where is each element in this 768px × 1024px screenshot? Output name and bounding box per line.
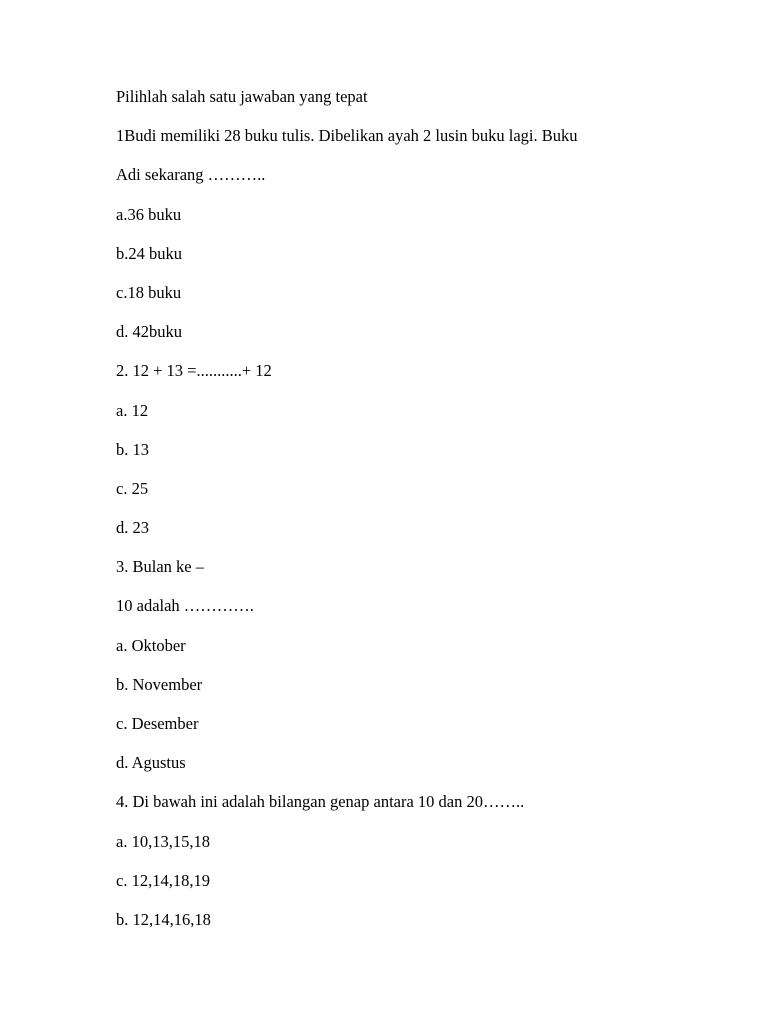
question-4-option-b: b. 12,14,16,18	[116, 909, 211, 929]
question-3-text: 3. Bulan ke –	[116, 557, 204, 577]
question-2-option-c: c. 25	[116, 478, 149, 498]
question-2-option-b: b. 13	[116, 439, 149, 459]
question-2-option-a: a. 12	[116, 400, 149, 420]
question-1-text: 1Budi memiliki 28 buku tulis. Dibelikan ayah 2 lusin buku lagi. Buku	[116, 126, 578, 146]
question-3-option-d: d. Agustus	[116, 753, 186, 773]
question-3-option-a: a. Oktober	[116, 635, 186, 655]
instruction-text: Pilihlah salah satu jawaban yang tepat	[116, 87, 368, 106]
question-4-option-a: a. 10,13,15,18	[116, 831, 210, 851]
question-2-option-d: d. 23	[116, 518, 149, 538]
question-3-option-b: b. November	[116, 674, 203, 694]
question-2-text: 2. 12 + 13 =...........+ 12	[116, 361, 272, 381]
question-1-option-d: d. 42buku	[116, 322, 182, 342]
document-body	[116, 87, 736, 949]
question-1-text-continued: Adi sekarang ………..	[116, 165, 266, 185]
question-3-option-c: c. Desember	[116, 714, 199, 733]
question-4-option-c: c. 12,14,18,19	[116, 870, 210, 890]
question-3-text-continued: 10 adalah ………….	[116, 596, 254, 616]
question-1-option-a: a.36 buku	[116, 204, 182, 224]
question-1-option-c: c.18 buku	[116, 282, 182, 302]
question-1-option-b: b.24 buku	[116, 243, 182, 263]
question-4-text: 4. Di bawah ini adalah bilangan genap antara 10 dan 20……..	[116, 792, 525, 812]
